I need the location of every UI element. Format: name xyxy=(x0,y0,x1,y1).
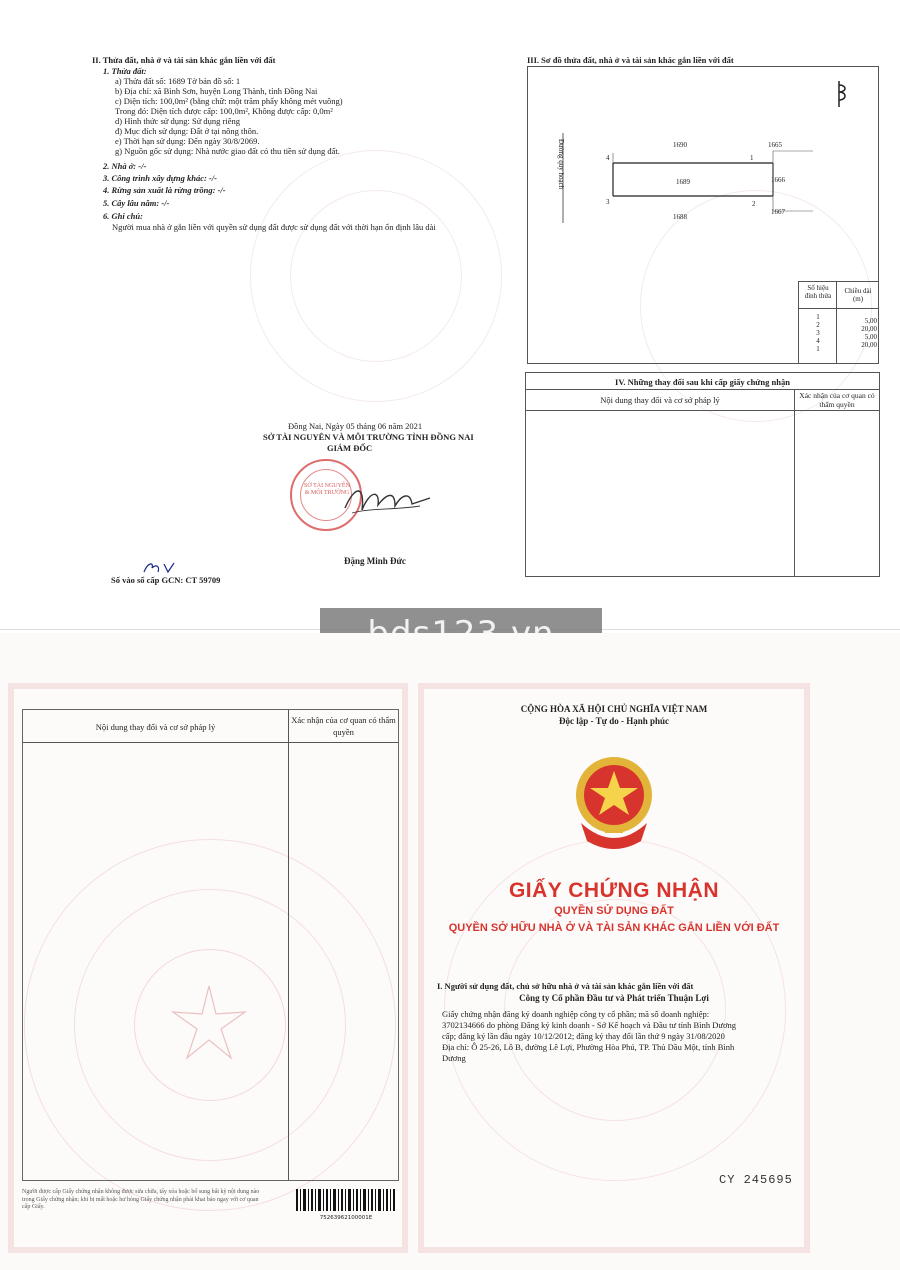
vertex-id: 1 xyxy=(816,345,820,353)
owner-detail-line: Giấy chứng nhận đăng ký doanh nghiệp công ty cổ phần; mã số doanh nghiệp: xyxy=(442,1009,710,1019)
edge-length: 20,00 xyxy=(861,341,877,349)
plot-number-line: a) Thửa đất số: 1689 Tờ bản đồ số: 1 xyxy=(115,76,241,86)
vertex-1: 1 xyxy=(750,154,754,162)
owner-heading: I. Người sử dụng đất, chủ sở hữu nhà ở và tài sản khác gắn liền với đất xyxy=(437,981,694,991)
left-change-content-header: Nội dung thay đổi và cơ sở pháp lý xyxy=(95,722,216,732)
owner-detail-line: cấp; đăng ký lần đầu ngày 10/12/2012; đăng ký thay đổi lần thứ 9 ngày 31/08/2020 xyxy=(442,1031,725,1041)
parcel-1667: 1667 xyxy=(771,208,785,216)
serial-number: CY 245695 xyxy=(719,1173,793,1187)
authority-confirm-header: Xác nhận của cơ quan có thẩm quyền xyxy=(799,391,875,409)
parcel-1689: 1689 xyxy=(676,178,690,186)
perennial-trees-line: 5. Cây lâu năm: -/- xyxy=(103,198,170,208)
owner-detail-line: Địa chỉ: Ô 25-26, Lô B, đường Lê Lợi, Phường Hòa Phú, TP. Thủ Dầu Một, tỉnh Bình xyxy=(442,1042,735,1052)
vertex-table xyxy=(798,281,879,364)
owner-name: Công ty Cổ phần Đầu tư và Phát triển Thuận Lợi xyxy=(519,993,709,1003)
usage-form-line: d) Hình thức sử dụng: Sử dụng riêng xyxy=(115,116,241,126)
changes-table-header-rule xyxy=(526,410,879,411)
signer-name: Đặng Minh Đức xyxy=(344,556,406,566)
north-arrow-icon xyxy=(831,79,853,109)
barcode-number: 75263962100001E xyxy=(319,1215,373,1221)
parcel-1665: 1665 xyxy=(768,141,782,149)
edge-length: 20,00 xyxy=(861,325,877,333)
left-table-header-rule xyxy=(23,742,398,743)
issuing-authority: SỞ TÀI NGUYÊN VÀ MÔI TRƯỜNG TỈNH ĐỒNG NAI xyxy=(263,432,474,442)
edge-length: 5,00 xyxy=(864,333,877,341)
stamp-text: SỞ TÀI NGUYÊN & MÔI TRƯỜNG xyxy=(304,483,350,496)
owner-detail-line: 3702134666 do phòng Đăng ký kinh doanh - Sở Kế hoạch và Đầu tư tỉnh Bình Dương xyxy=(442,1020,736,1030)
barcode xyxy=(296,1189,396,1215)
left-changes-table xyxy=(22,709,399,1181)
national-emblem-icon xyxy=(569,753,659,853)
vertex-table-header-rule xyxy=(799,308,879,309)
area-line: c) Diện tích: 100,0m² (bằng chữ: một trăm phẩy không mét vuông) xyxy=(115,96,343,106)
usage-notice: Người được cấp Giấy chứng nhận không được sửa chữa, tẩy xóa hoặc bổ sung bất kỳ nội dung nào trong Giấy chứng nhận; khi bị mất hoặc hư hỏng Giấy chứng nhận phải khai báo ngay với cơ quan cấp Giấy. xyxy=(22,1189,260,1210)
vertex-3: 3 xyxy=(606,198,610,206)
changes-table-rule xyxy=(526,389,879,390)
parcel-1688: 1688 xyxy=(673,213,687,221)
planted-forest-line: 4. Rừng sản xuất là rừng trồng: -/- xyxy=(103,185,226,195)
notes-text: Người mua nhà ở gắn liền với quyền sử dụng đất được sử dụng đất với thời hạn ổn định lâu dài xyxy=(112,222,436,232)
handwritten-number xyxy=(140,560,180,576)
owner-detail-line: Dương xyxy=(442,1053,466,1063)
right-page xyxy=(418,683,810,1253)
change-content-header: Nội dung thay đổi và cơ sở pháp lý xyxy=(600,395,720,405)
certificate-subtitle-1: QUYỀN SỬ DỤNG ĐẤT xyxy=(554,905,674,917)
plot-sketch xyxy=(548,133,848,223)
other-construction-line: 3. Công trình xây dựng khác: -/- xyxy=(103,173,217,183)
nation-title: CỘNG HÒA XÃ HỘI CHỦ NGHĨA VIỆT NAM xyxy=(520,704,708,714)
certificate-inner-page xyxy=(0,0,900,630)
usage-origin-line: g) Nguồn gốc sử dụng: Nhà nước giao đất có thu tiền sử dụng đất. xyxy=(115,146,340,156)
background-seal-inner xyxy=(290,190,462,362)
usage-term-line: e) Thời hạn sử dụng: Đến ngày 30/8/2069. xyxy=(115,136,260,146)
section-2-title: II. Thửa đất, nhà ở và tài sản khác gắn liền với đất xyxy=(92,55,276,65)
length-header: Chiều dài (m) xyxy=(844,287,872,303)
left-table-divider xyxy=(288,710,289,1180)
parcel-1666: 1666 xyxy=(771,176,785,184)
issue-date: Đồng Nai, Ngày 05 tháng 06 năm 2021 xyxy=(288,421,423,431)
certificate-cover-spread xyxy=(0,633,900,1270)
land-plot-heading: 1. Thửa đất: xyxy=(103,66,147,76)
road-label: Đường quy hoạch xyxy=(557,139,565,190)
changes-table-divider xyxy=(794,389,795,576)
vertex-id: 2 xyxy=(816,321,820,329)
certificate-subtitle-2: QUYỀN SỞ HỮU NHÀ Ở VÀ TÀI SẢN KHÁC GẮN LIỀN VỚI ĐẤT xyxy=(448,922,780,934)
vertex-2: 2 xyxy=(752,200,756,208)
parcel-1690: 1690 xyxy=(673,141,687,149)
director-title: GIÁM ĐỐC xyxy=(327,443,373,453)
left-authority-confirm-header: Xác nhận của cơ quan có thẩm quyền xyxy=(291,715,396,737)
nation-motto: Độc lập - Tự do - Hạnh phúc xyxy=(558,716,669,726)
gcn-register-number: Số vào sổ cấp GCN: CT 59709 xyxy=(111,575,221,585)
house-line: 2. Nhà ở: -/- xyxy=(103,161,147,171)
address-line: b) Địa chỉ: xã Bình Sơn, huyện Long Thành, tỉnh Đồng Nai xyxy=(115,86,318,96)
section-4-title: IV. Những thay đổi sau khi cấp giấy chứng nhận xyxy=(615,377,790,387)
changes-table xyxy=(525,372,880,577)
notes-heading: 6. Ghi chú: xyxy=(103,211,143,221)
vertex-id: 1 xyxy=(816,313,820,321)
certificate-title: GIẤY CHỨNG NHẬN xyxy=(508,879,720,902)
usage-purpose-line: đ) Mục đích sử dụng: Đất ở tại nông thôn. xyxy=(115,126,259,136)
vertex-4: 4 xyxy=(606,154,610,162)
vertex-id: 4 xyxy=(816,337,820,345)
left-page xyxy=(8,683,408,1253)
director-signature xyxy=(340,480,440,520)
vertex-id-header: Số hiệu đỉnh thửa xyxy=(804,284,832,300)
vertex-table-divider xyxy=(836,282,837,364)
edge-length: 5,00 xyxy=(864,317,877,325)
area-breakdown-line: Trong đó: Diện tích được cấp: 100,0m², Không được cấp: 0,0m² xyxy=(115,106,333,116)
plot-diagram-frame xyxy=(527,66,879,364)
vertex-id: 3 xyxy=(816,329,820,337)
section-3-title: III. Sơ đồ thửa đất, nhà ở và tài sản khác gắn liền với đất xyxy=(527,55,734,65)
